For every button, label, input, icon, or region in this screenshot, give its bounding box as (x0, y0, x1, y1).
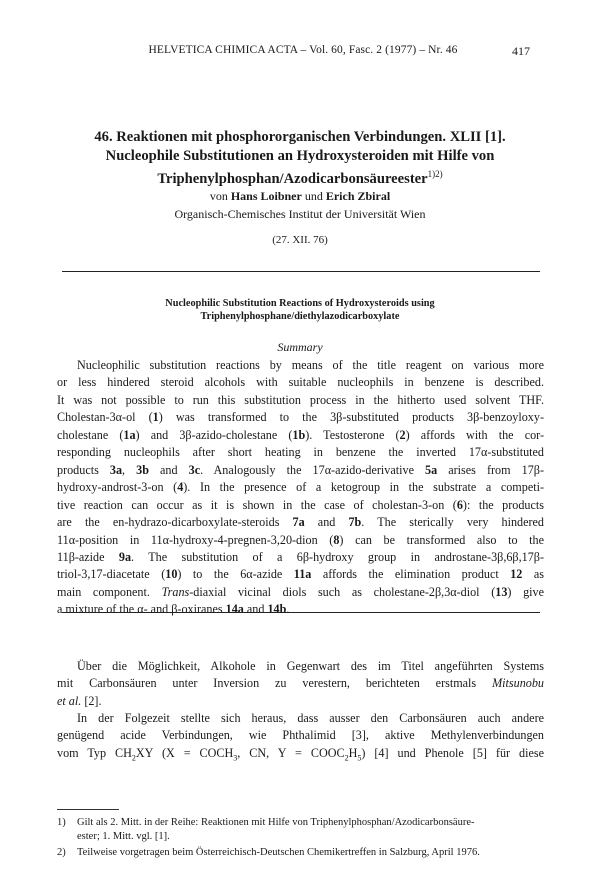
received-date: (27. XII. 76) (272, 234, 328, 246)
body-line: et al. [2]. (57, 693, 102, 708)
footnote-text-cont: ester; 1. Mitt. vgl. [1]. (77, 830, 170, 842)
top-rule (62, 271, 540, 272)
english-title (70, 297, 530, 323)
body-line: In der Folgezeit stellte sich heraus, dass ausser den Carbonsäuren auch andere (77, 711, 544, 725)
footnote-mark: 1) (57, 817, 66, 828)
summary-line: Cholestan-3α-ol (1) was transformed to the 3β-substituted products 3β-benzoyloxy- (57, 410, 544, 425)
summary-line: responding nucleophils after short heating in benzene the inverted 17α-substituted (57, 445, 544, 460)
bottom-rule (62, 612, 540, 613)
footnote-2 (57, 846, 544, 860)
body-line: mit Carbonsäuren unter Inversion zu verestern, berichteten erstmals Mitsunobu (57, 676, 544, 691)
title-line-3 (60, 165, 540, 188)
affiliation: Organisch-Chemisches Institut der Universität Wien (174, 207, 426, 221)
summary-line: main component. Trans-diaxial vicinal diols such as cholestane-2β,3α-diol (13) give (57, 584, 545, 599)
article-title (60, 128, 540, 188)
title-footnote-refs: 1)2) (427, 169, 443, 179)
body-line: vom Typ $CH_2XY$ ($X = COCH_3$, CN, $Y = COOC_2H_5$) [4] und Phenole [5] für diese (57, 745, 544, 763)
english-title-line-1: Nucleophilic Substitution Reactions of Hydroxysteroids using (165, 298, 435, 309)
summary-line: are the en-hydrazo-dicarboxylate-steroids 7a and 7b. The sterically very hindered (57, 515, 545, 530)
summary-line: a mixture of the α- and β-oxiranes 14a and 14b. (57, 602, 290, 617)
footnote-separator (57, 809, 119, 810)
summary-line: or less hindered steroid alcohols with suitable nucleophils in benzene is described. (57, 375, 544, 390)
summary-line: Nucleophilic substitution reactions by means of the title reagent on various more (77, 358, 544, 372)
summary-line: It was not possible to run this substitution process in the hitherto used solvent THF. (57, 392, 544, 407)
footnote-text: Gilt als 2. Mitt. in der Reihe: Reaktionen mit Hilfe von Triphenylphosphan/Azodicarbonsäure- (77, 817, 475, 828)
body-paragraph-2 (57, 710, 544, 767)
page-number: 417 (512, 44, 530, 58)
running-header: HELVETICA CHIMICA ACTA – Vol. 60, Fasc. 2 (1977) – Nr. 46 (148, 44, 458, 56)
summary-text (57, 357, 544, 619)
footnote-1 (57, 816, 544, 843)
title-line-1: 46. Reaktionen mit phosphororganischen Verbindungen. XLII [1]. (94, 129, 506, 145)
summary-line: cholestane (1a) and 3β-azido-cholestane (1b). Testosterone (2) affords with the cor- (57, 427, 544, 442)
footnote-mark: 2) (57, 847, 66, 858)
english-title-line-2: Triphenylphosphane/diethylazodicarboxylate (200, 311, 400, 322)
summary-line: tive reaction can occur as it is shown in the case of cholestan-3-on (6): the products (57, 497, 544, 512)
title-line-2: Nucleophile Substitutionen an Hydroxysteroiden mit Hilfe von (105, 147, 495, 164)
summary-line: 11α-position in 11α-hydroxy-4-pregnen-3,20-dion (8) can be transformed also to the (57, 532, 544, 547)
summary-line: 11β-azide 9a. The substitution of a 6β-hydroxy group in androstane-3β,6β,17β- (57, 549, 545, 564)
summary-line: hydroxy-androst-3-on (4). In the presence of a ketogroup in the substrate a competi- (57, 480, 544, 495)
body-line: Über die Möglichkeit, Alkohole in Gegenwart des im Titel angeführten Systems (77, 659, 544, 673)
summary-line: triol-3,17-diacetate (10) to the 6α-azide 11a affords the elimination product 12 as (57, 567, 544, 582)
body-line: genügend acide Verbindungen, wie Phthalimid [3], aktive Methylenverbindungen (57, 728, 544, 743)
body-paragraph-1 (57, 658, 544, 710)
footnote-text: Teilweise vorgetragen beim Österreichisch-Deutschen Chemikertreffen in Salzburg, April 1976. (77, 847, 480, 858)
authors: von Hans Loibner und Erich Zbiral (209, 189, 391, 203)
summary-heading: Summary (277, 340, 323, 354)
title-line-3-text: Triphenylphosphan/Azodicarbonsäureester (157, 170, 428, 187)
summary-line: products 3a, 3b and 3c. Analogously the 17α-azido-derivative 5a arises from 17β- (57, 462, 544, 477)
